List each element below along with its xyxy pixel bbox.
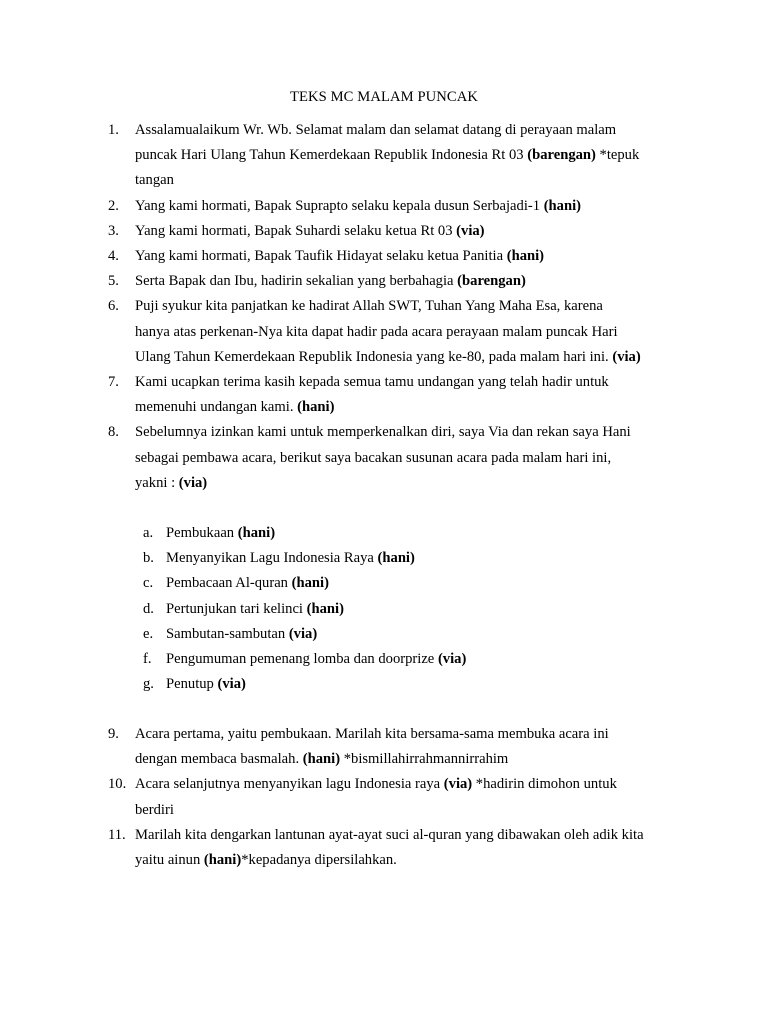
presenter-tag: (hani) — [302, 751, 341, 768]
sub-item — [166, 521, 275, 546]
sub-item — [166, 672, 246, 697]
line-text: Yang kami hormati, Bapak Suhardi selaku ketua Rt 03 — [135, 222, 457, 239]
sub-item-letter: b. — [143, 550, 154, 567]
sub-item-letter: g. — [143, 676, 154, 693]
list-item-line — [135, 269, 526, 294]
list-item-line — [135, 194, 581, 219]
list-item-line — [135, 219, 485, 244]
presenter-tag: (via) — [437, 651, 467, 667]
line-text: yakni : — [135, 474, 179, 491]
list-item-line — [135, 471, 207, 496]
line-text: Pembacaan Al-quran — [166, 575, 292, 592]
line-text: hanya atas perkenan-Nya kita dapat hadir pada acara perayaan malam puncak Hari — [135, 323, 618, 340]
list-item-line — [135, 168, 174, 193]
list-item-line — [135, 798, 174, 823]
list-item-line — [135, 446, 611, 471]
line-text: Menyanyikan Lagu Indonesia Raya — [166, 550, 378, 567]
stage-note: *kepadanya dipersilahkan. — [241, 852, 397, 868]
line-text: Pertunjukan tari kelinci — [166, 600, 307, 617]
list-item-line — [135, 823, 644, 848]
list-item-line — [135, 370, 609, 395]
sub-item-letter: f. — [143, 651, 152, 667]
list-item-line — [135, 118, 616, 143]
line-text: Sebelumnya izinkan kami untuk memperkenalkan diri, saya Via dan rekan saya Hani — [135, 424, 631, 441]
presenter-tag: (hani) — [237, 525, 276, 541]
stage-note: *hadirin dimohon untuk — [472, 776, 617, 793]
line-text: tangan — [135, 172, 174, 189]
list-item-number: 3. — [108, 222, 119, 239]
list-item-number: 1. — [108, 122, 119, 138]
presenter-tag: (via) — [456, 222, 485, 239]
list-item-number: 9. — [108, 726, 119, 742]
list-item-number: 6. — [108, 298, 119, 315]
sub-item — [166, 622, 317, 647]
list-item-line — [135, 747, 508, 772]
presenter-tag: (hani) — [377, 550, 415, 567]
presenter-tag: (via) — [612, 348, 641, 365]
line-text: Assalamualaikum Wr. Wb. Selamat malam dan selamat datang di perayaan malam — [135, 122, 617, 138]
presenter-tag: (hani) — [291, 575, 329, 592]
list-item-line — [135, 722, 609, 747]
list-item-line — [135, 294, 603, 319]
list-item-number: 5. — [108, 273, 119, 290]
presenter-tag: (via) — [178, 474, 208, 491]
list-item-line — [135, 420, 631, 445]
line-text: Penutup — [166, 676, 218, 693]
line-text: Pengumuman pemenang lomba dan doorprize — [166, 651, 438, 667]
line-text: Marilah kita dengarkan lantunan ayat-ayat suci al-quran yang dibawakan oleh adik kita — [135, 826, 644, 843]
line-text: Ulang Tahun Kemerdekaan Republik Indonesia yang ke-80, pada malam hari ini. — [135, 348, 613, 365]
list-item-number: 8. — [108, 424, 119, 441]
sub-item-letter: e. — [143, 625, 154, 642]
sub-item — [166, 647, 466, 672]
sub-item-letter: a. — [143, 525, 154, 541]
stage-note: *tepuk — [595, 147, 640, 164]
sub-item-letter: c. — [143, 575, 154, 592]
list-item-line — [135, 244, 544, 269]
sub-item — [166, 597, 344, 622]
presenter-tag: (hani) — [297, 399, 335, 416]
list-item-line — [135, 848, 397, 873]
list-item-line — [135, 395, 334, 420]
presenter-tag: (via) — [443, 776, 473, 793]
line-text: Yang kami hormati, Bapak Taufik Hidayat selaku ketua Panitia — [135, 248, 507, 264]
page-title: TEKS MC MALAM PUNCAK — [289, 89, 479, 105]
line-text: puncak Hari Ulang Tahun Kemerdekaan Republik Indonesia Rt 03 — [135, 147, 528, 164]
list-item-number: 11. — [108, 826, 126, 843]
presenter-tag: (hani) — [506, 248, 545, 264]
line-text: Acara pertama, yaitu pembukaan. Marilah kita bersama-sama membuka acara ini — [135, 726, 609, 742]
sub-item — [166, 546, 415, 571]
presenter-tag: (barengan) — [457, 273, 526, 290]
line-text: memenuhi undangan kami. — [135, 399, 298, 416]
presenter-tag: (hani) — [543, 197, 581, 214]
stage-note: *bismillahirrahmannirrahim — [340, 751, 509, 768]
list-item-number: 2. — [108, 197, 119, 214]
line-text: Sambutan-sambutan — [166, 625, 289, 642]
list-item-line — [135, 320, 618, 345]
list-item-line — [135, 143, 639, 168]
list-item-number: 7. — [108, 374, 119, 390]
presenter-tag: (via) — [288, 625, 318, 642]
line-text: Acara selanjutnya menyanyikan lagu Indonesia raya — [135, 776, 444, 793]
list-item-line — [135, 345, 641, 370]
line-text: berdiri — [135, 801, 174, 818]
line-text: dengan membaca basmalah. — [135, 751, 303, 768]
line-text: sebagai pembawa acara, berikut saya bacakan susunan acara pada malam hari ini, — [135, 449, 612, 466]
line-text: Yang kami hormati, Bapak Suprapto selaku kepala dusun Serbajadi-1 — [135, 197, 544, 214]
line-text: yaitu ainun — [135, 852, 204, 868]
list-item-number: 4. — [108, 248, 119, 264]
line-text: Kami ucapkan terima kasih kepada semua tamu undangan yang telah hadir untuk — [135, 374, 609, 390]
sub-item-letter: d. — [143, 600, 154, 617]
line-text: Puji syukur kita panjatkan ke hadirat Allah SWT, Tuhan Yang Maha Esa, karena — [135, 298, 603, 315]
presenter-tag: (hani) — [306, 600, 344, 617]
presenter-tag: (barengan) — [527, 147, 596, 164]
list-item-line — [135, 772, 617, 797]
line-text: Serta Bapak dan Ibu, hadirin sekalian yang berbahagia — [135, 273, 458, 290]
presenter-tag: (hani) — [203, 852, 242, 868]
presenter-tag: (via) — [217, 676, 246, 693]
line-text: Pembukaan — [166, 525, 238, 541]
sub-item — [166, 571, 329, 596]
list-item-number: 10. — [108, 776, 127, 793]
